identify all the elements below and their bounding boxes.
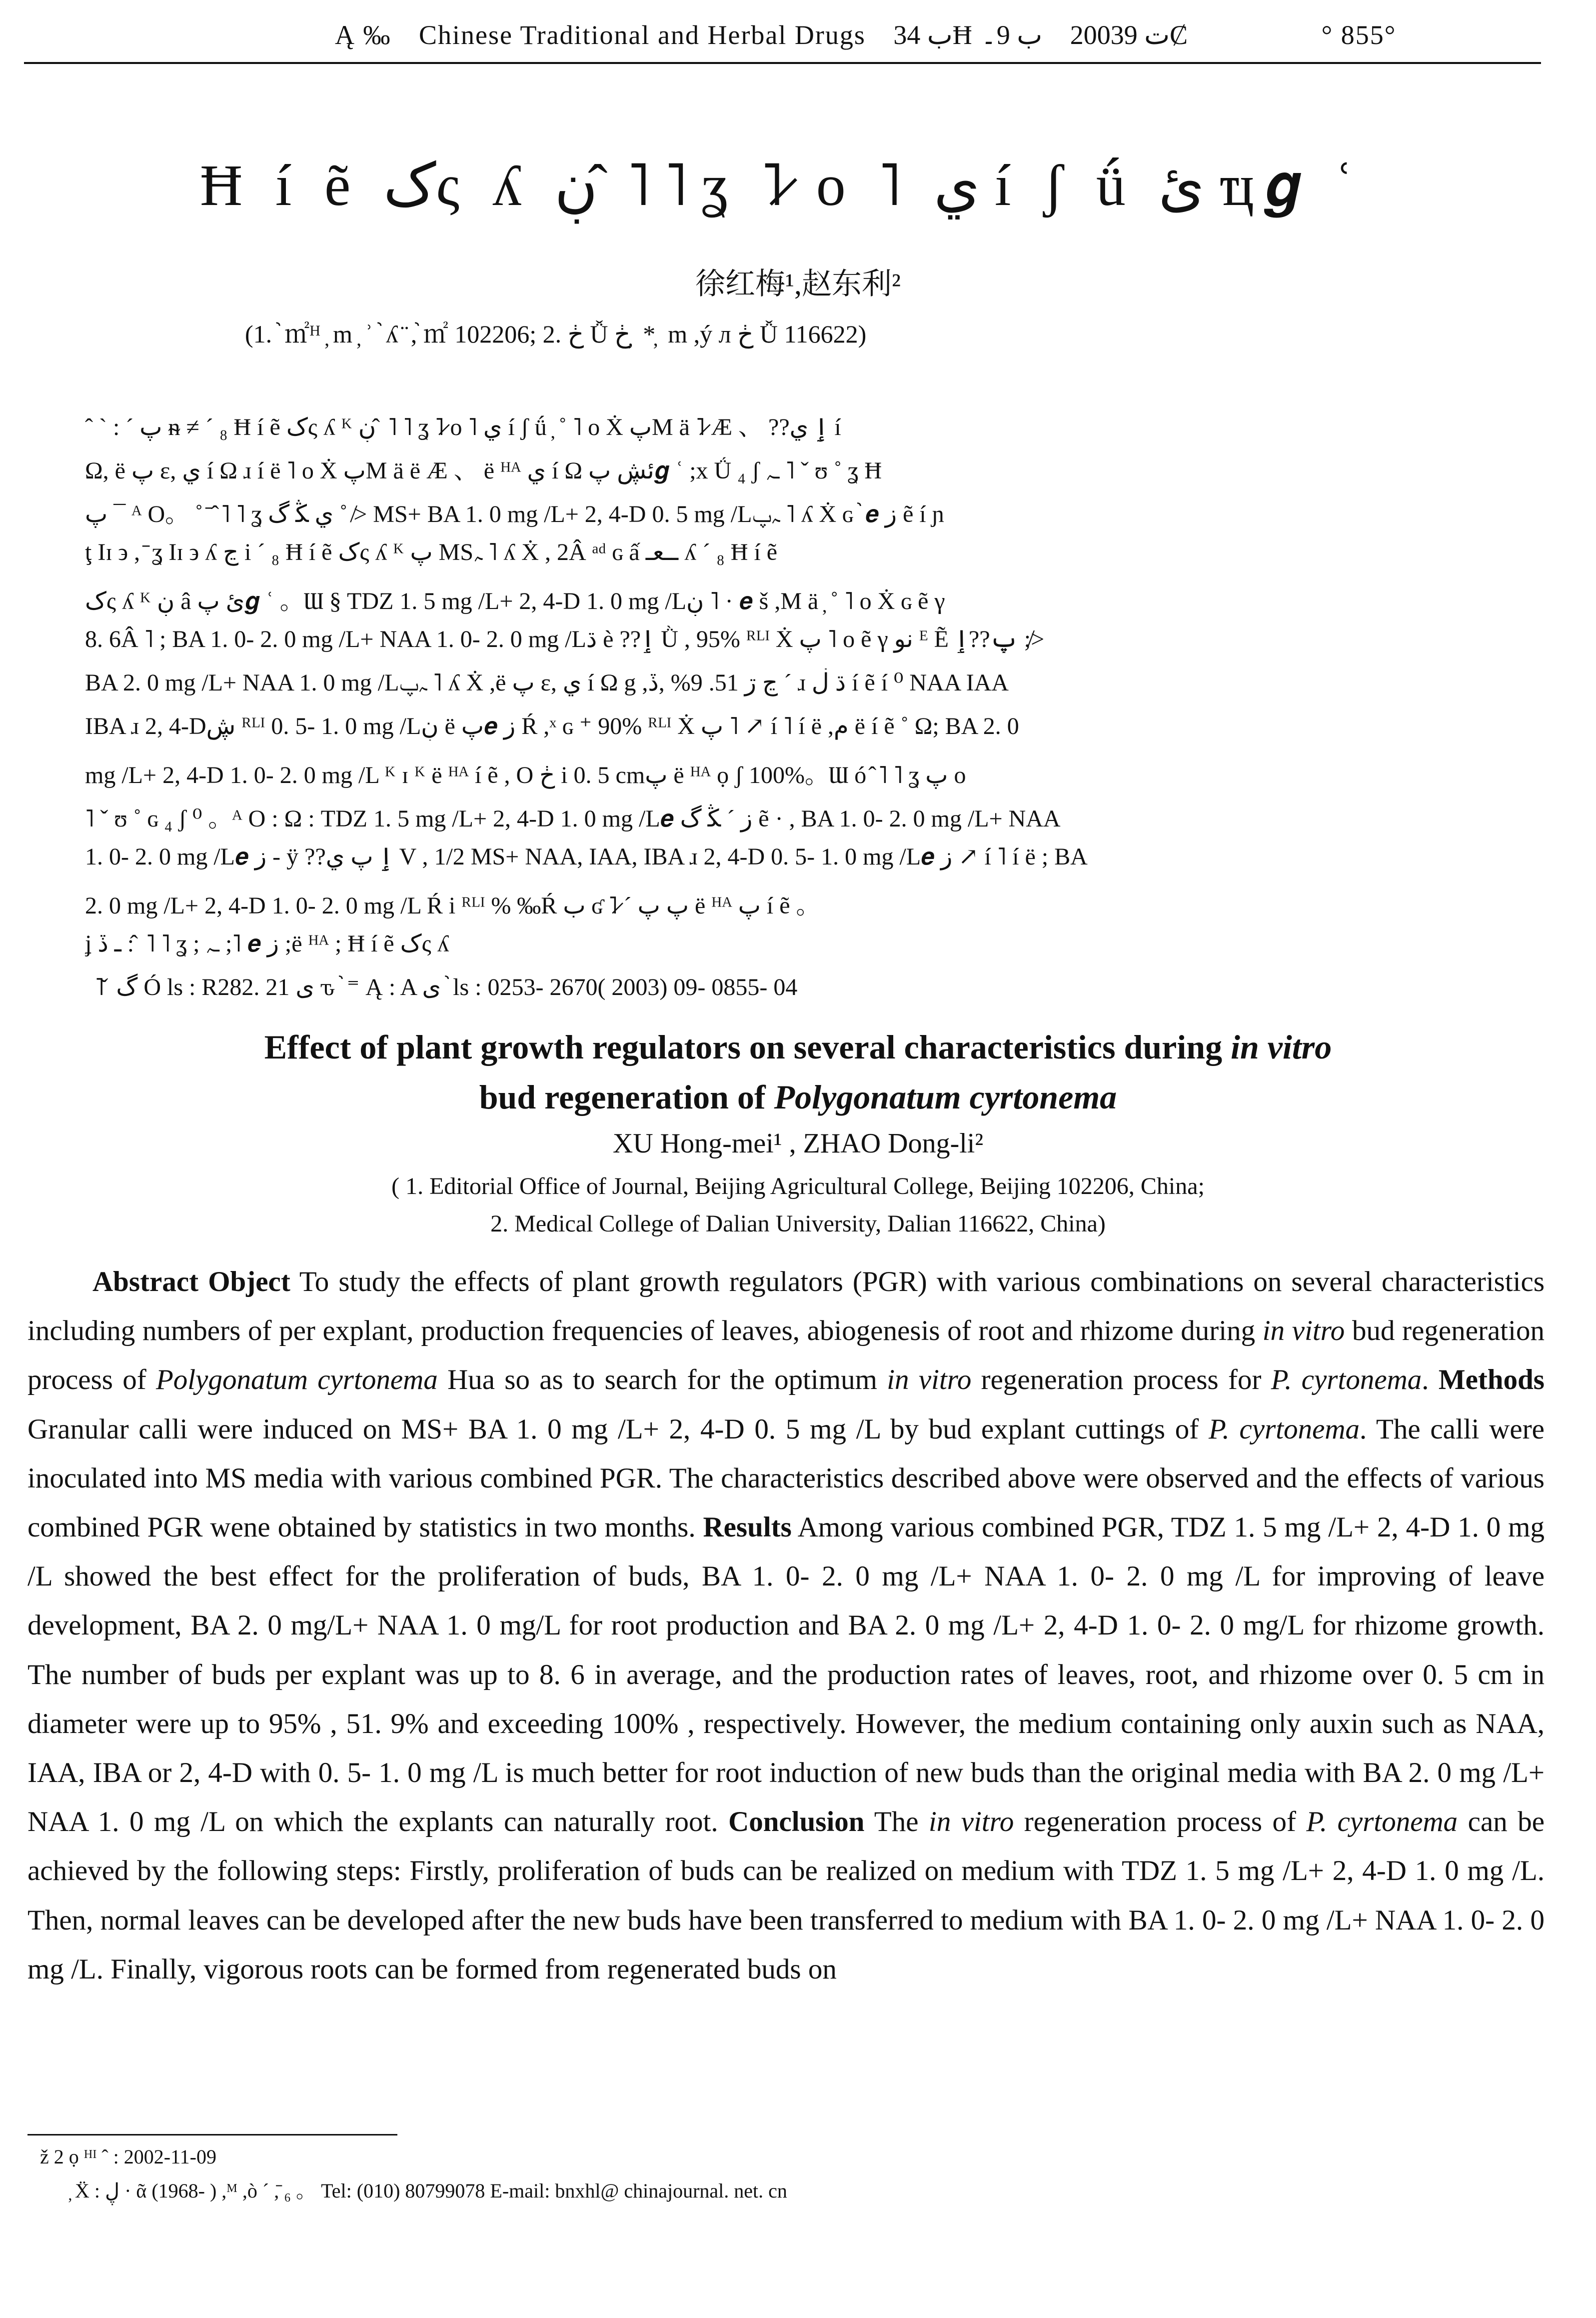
abstract-text: The (874, 1806, 929, 1838)
abstract-text: To study the effects of plant growth regulators (PGR) with various combinations on several characteristics including numbers of per explant, production frequencies of leaves, abiogenesis of root and rhizome during (27, 1266, 1545, 1347)
en-abstract (27, 1258, 1545, 1994)
abstract-text: regeneration process of (1014, 1806, 1307, 1838)
journal-name: Chinese Traditional and Herbal Drugs (419, 20, 866, 50)
cn-abstract-line: BA 2. 0 mg /L+ NAA 1. 0 mg /Lﮧپ ˥ ʎ Ẋ ,ë پ ε, ي í Ω g ,ڃ ڗ 51. 9% ,ڏ ˊ ɹ ڌ ڶ í ẽ í ⁰ NAA IAA (85, 670, 1009, 696)
cn-abstract-line: IBA ɹ 2, 4-Dڜ ᴿᴸᴵ 0. 5- 1. 0 mg /Lڹ ë پ𝒆 ز Ŕ ,ˣ ɢ ⁺ 90% ᴿᴸᴵ Ẋ پ ˥ ↗ í ˥ í ë ,م ë í ẽ ˚ Ω; BA 2. 0 (85, 713, 1019, 740)
abstract-text: regeneration process for (971, 1364, 1271, 1396)
header-rule (24, 62, 1541, 64)
en-authors: XU Hong-mei¹ , ZHAO Dong-li² (612, 1128, 984, 1159)
cn-affiliation: (1. ֨ ㎡ᴴ ̦ m ̦ ʾ ֨ ʎ ̈ ,֨ ㎡ 102206; 2. ڂ Ǚ ڂ ̦ * ̦ m ,ý л ڂ Ǚ 116622) (245, 320, 867, 348)
abstract-text: . The calli were inoculated into MS media with various combined PGR. The characteristics described above were observed and the effects of various combined PGR wene obtained by statistics in two months. (27, 1413, 1545, 1544)
cn-abstract-line: 8. 6Â ˥ ; BA 1. 0- 2. 0 mg /L+ NAA 1. 0- 2. 0 mg /Lڌ è ??ٳ Ǜ , 95% ᴿᴸᴵ Ẋ پ ˥ ο ẽ γ نو ᴱ Ẽ پ??ٳ ;≯ (85, 626, 1045, 652)
cn-abstract-line: mg /L+ 2, 4-D 1. 0- 2. 0 mg /L ᴷ ɪ ᴷ ë ᴴᴬ í ẽ , O ڂ i 0. 5 cmپ ë ᴴᴬ ọ ʃ 100%。Ɯ ó ̂ ˥ ˥ ʓ پ o (85, 762, 966, 788)
cn-abstract-line: ţ Iɪ ϶ , ̄ ʓ Iɪ ϶ ʎ ڃ i ˊ ₈ Ħ í ẽ کς ʎ ᴷ پ MSﮧ ˥ ʎ Ẋ , 2Â ᵃᵈ ɢ ấ ــﻌـ ʎ ˊ ₈ Ħ í ẽ (85, 539, 778, 566)
footnote-rule (27, 2134, 397, 2136)
abstract-text: bud regeneration process of (27, 1315, 1545, 1396)
cn-abstract-line: کς ʎ ᴷ ڹ â ئ پ𝒈 ʿ 。Ɯ § TDZ 1. 5 mg /L+ 2, 4-D 1. 0 mg /Lڹ ˥ · 𝒆 š ,M ä ̦ ˚ ˥ ο Ẋ ɢ ẽ γ (85, 588, 945, 614)
cn-abstract-line: Ω, ë پ ε, ي í Ω ɹ í ë ˥ ο Ẋ پM ä ë Æ 、 ë ᴴᴬ ي í Ω ئڜ پ𝒈 ʿ ;x Ǘ ₄ ʃ ـﮧ ˥ ˇ ʊ ˚ ʓ Ħ (85, 458, 882, 484)
running-header (335, 19, 1560, 50)
abstract-italic: in vitro (929, 1806, 1014, 1838)
cn-abstract-line: پ ¯ ᴬ O。 ˚ ̄ ̂ ˥ ˥ ʓ ي ﯖ گ ˚ ≯ MS+ BA 1. 0 mg /L+ 2, 4-D 0. 5 mg /Lﮧپ ˥ ʎ Ẋ ɢ ֨ 𝒆 ز ẽ í ɲ (85, 501, 944, 528)
cn-title: Ħ í ẽ کς ʎ ڹ ̂ ˥ ˥ ʓ ˥̷ ο ˥ ي í ʃ ǘ ئ ҵ𝒈 ʿ (200, 152, 1363, 218)
abstract-italic: P. cyrtonema (1209, 1413, 1360, 1445)
abstract-text: Granular calli were induced on MS+ BA 1. 0 mg /L+ 2, 4-D 0. 5 mg /L by bud explant cuttings of (27, 1413, 1209, 1445)
abstract-italic: in vitro (887, 1364, 972, 1396)
en-title-line-2 (0, 1078, 1596, 1117)
page-number: ° 855° (1321, 20, 1397, 50)
en-title-italic-2: Polygonatum cyrtonema (774, 1078, 1117, 1116)
en-affiliation-2: 2. Medical College of Dalian University, Dalian 116622, China) (490, 1210, 1106, 1237)
footnote-author: ̦ Ẍ : ڸ · ᾶ (1968- ) ,ᴹ ,ò ˊ ,̄ ₆ 。 Tel: (010) 80799078 E-mail: bnxhl@ chinajournal. net. cn (70, 2180, 787, 2202)
en-title-italic-1: in vitro (1231, 1028, 1332, 1066)
abstract-text: . (1422, 1364, 1429, 1396)
journal-volume: ب 34Ħ ب 9۔ (893, 20, 1043, 50)
cn-abstract-line: ˥ ˇ ʊ ˚ ɢ ₄ ʃ ⁰ 。ᴬ O : Ω : TDZ 1. 5 mg /L+ 2, 4-D 1. 0 mg /L𝒆 ز ˊ ﯖ گ ẽ · , BA 1. 0- 2. 0 mg /L+ NAA (85, 806, 1061, 832)
en-affiliation-1: ( 1. Editorial Office of Journal, Beijing Agricultural College, Beijing 102206, China; (391, 1173, 1205, 1200)
en-title-line-1 (0, 1028, 1596, 1067)
cn-abstract-line: ˆ ˋ : ˊ پ ᵰ ≠ ˊ ₈ Ħ í ẽ کς ʎ ᴷ ڹ ̂ ˥ ˥ ʓ ˥̷ ο ˥ ي í ʃ ǘ ̦ ˚ ˥ ο Ẋ پM ä ˥̷ Æ 、 ??ٳ ي í (85, 414, 841, 440)
footnote-received: ž 2 ọ ᴴᴵ ˆ : 2002-11-09 (40, 2146, 216, 2168)
abstract-text: Hua so as to search for the optimum (437, 1364, 887, 1396)
cn-keywords-line: ʝ ـ ڏ : ̂ ˥ ˥ ʓ ; ـﮧ ;˥ 𝒆 ز ;ë ᴴᴬ ; Ħ í ẽ کς ʎ (85, 930, 449, 957)
results-label: Results (703, 1512, 792, 1544)
cn-authors: 徐红梅¹,赵东利² (695, 268, 901, 300)
abstract-text: Among various combined PGR, TDZ 1. 5 mg /L+ 2, 4-D 1. 0 mg /L showed the best effect for the proliferation of buds, BA 1. 0- 2. 0 mg /L+ NAA 1. 0- 2. 0 mg /L for improving of leave development, BA 2. 0 mg/L+ NAA 1. 0 mg/L for root production and BA 2. 0 mg /L+ 2, 4-D 1. 0- 2. 0 mg/L for rhizome growth. The number of buds per explant was up to 8. 6 in average, and the production rates of leaves, root, and rhizome over 0. 5 cm in diameter were up to 95% , 51. 9% and exceeding 100% , respectively. However, the medium containing only auxin such as NAA, IAA, IBA or 2, 4-D with 0. 5- 1. 0 mg /L is much better for root induction of new buds than the original media with BA 2. 0 mg /L+ NAA 1. 0 mg /L on which the explants can naturally root. (27, 1512, 1545, 1838)
abstract-text: can be achieved by the following steps: Firstly, proliferation of buds can be realized on medium with TDZ 1. 5 mg /L+ 2, 4-D 1. 0 mg /L. Then, normal leaves can be developed after the new buds have been transferred to medium with BA 1. 0- 2. 0 mg /L+ NAA 1. 0- 2. 0 mg /L. Finally, vigorous roots can be formed from regenerated buds on (27, 1806, 1545, 1985)
methods-label: Methods (1438, 1364, 1545, 1396)
journal-date: 2003ت 9Ȼ (1070, 20, 1189, 50)
cn-abstract-line: 1. 0- 2. 0 mg /L𝒆 ز - ÿ ??ٳ پ ي V , 1/2 MS+ NAA, IAA, IBA ɹ 2, 4-D 0. 5- 1. 0 mg /L𝒆 ز ↗ í ˥ í ë ; BA (85, 844, 1088, 870)
journal-prefix: Ą ‰ (335, 20, 391, 50)
object-label: Object (208, 1266, 290, 1298)
abstract-label: Abstract (92, 1266, 199, 1298)
en-title-text-2: bud regeneration of (479, 1078, 774, 1116)
conclusion-label: Conclusion (728, 1806, 865, 1838)
abstract-italic: P. cyrtonema (1306, 1806, 1458, 1838)
cn-classification-line: ˥ ̌ گ Ó ls : R282. 21 ى ԏ ֨ ⁼ Ą : A ى ֨ ls : 0253- 2670( 2003) 09- 0855- 04 (95, 974, 798, 1000)
abstract-italic: P. cyrtonema (1271, 1364, 1422, 1396)
abstract-italic: in vitro (1262, 1315, 1345, 1347)
cn-abstract-line: 2. 0 mg /L+ 2, 4-D 1. 0- 2. 0 mg /L Ŕ i ᴿᴸᴵ % ‰Ŕ ب ʛ ˥̷ ˊ پ پ ë ᴴᴬ پ í ẽ 。 (85, 892, 820, 919)
en-title-text-1: Effect of plant growth regulators on several characteristics during (264, 1028, 1231, 1066)
abstract-italic: Polygonatum cyrtonema (155, 1364, 438, 1396)
